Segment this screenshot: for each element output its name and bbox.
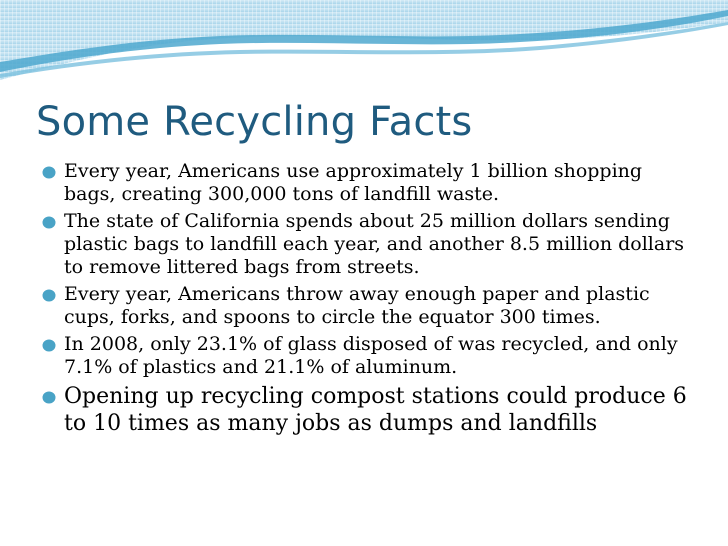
bullet-text: Every year, Americans throw away enough paper and plastic cups, forks, and spoons to circle the equator 300 times. [64,283,650,328]
bullet-item [40,160,690,206]
bullet-text: Opening up recycling compost stations could produce 6 to 10 times as many jobs as dumps and landfills [64,384,687,436]
bullet-item [40,210,690,279]
bullet-list [40,160,690,441]
bullet-text: In 2008, only 23.1% of glass disposed of was recycled, and only 7.1% of plastics and 21.1% of aluminum. [64,333,678,378]
filled-circle-bullet-icon [42,216,56,229]
bullet-item [40,333,690,379]
decorative-wave-band [0,0,728,84]
bullet-text: The state of California spends about 25 million dollars sending plastic bags to landfill each year, and another 8.5 million dollars to remove littered bags from streets. [64,210,685,278]
slide-title: Some Recycling Facts [36,99,473,145]
bullet-item [40,283,690,329]
filled-circle-bullet-icon [42,391,56,404]
filled-circle-bullet-icon [42,339,56,352]
bullet-item-emphasis [40,383,690,437]
wave-graphic [0,0,728,84]
filled-circle-bullet-icon [42,166,56,179]
filled-circle-bullet-icon [42,289,56,302]
bullet-text: Every year, Americans use approximately 1 billion shopping bags, creating 300,000 tons of landfill waste. [64,160,643,205]
